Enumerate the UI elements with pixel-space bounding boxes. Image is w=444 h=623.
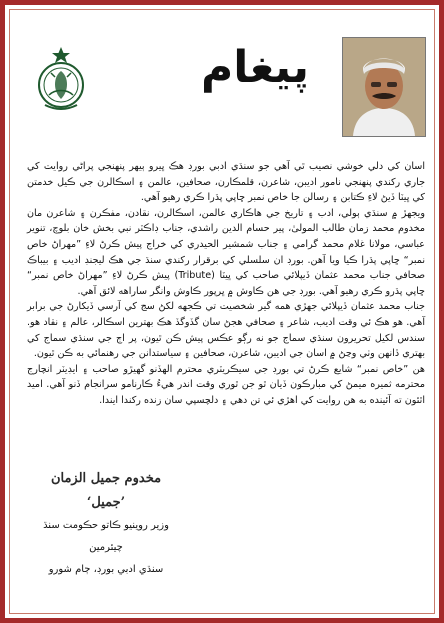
signatory-organization: سنڌي ادبي بورڊ، ڄام شورو xyxy=(48,564,164,575)
signature-block xyxy=(31,467,181,581)
message-paragraph: ويجهڙ ۾ سنڌي ٻولي، ادب ۽ تاريخ جي هاڪاري عالمن، اسڪالرن، نقادن، مفڪرن ۽ شاعرن مان مخدوم محمد زمان طالب المولىٰ، پير حسام الدين راشدي، جناب ڊاڪٽر نبي بخش خان بلوچ، تنوير عباسي، مولانا غلام محمد گرامي ۽ جناب شمشير الحيدري کي خراج پيش ڪرڻ لاءِ ”مهراڻ خاص نمبر“ ڇاپي پڌرا ڪيا ويا آهن. بورڊ ان سلسلي کي برقرار رکندي سنڌ جي هڪ ليجنڊ اديب ۽ بيباڪ صحافي جناب محمد عثمان ڏيپلائي صاحب کي ڀيٽا (Tribute) پيش ڪرڻ لاءِ ”مهراڻ خاص نمبر“ ڇاپي پڌرو ڪري رهيو آهي. بورڊ جي هن ڪاوش ۾ ڀرپور ڪاوش وانگر ساراهه لائق آهي. xyxy=(27,207,425,297)
page-title: پيغام xyxy=(200,42,310,93)
signatory-title: وزير روينيو ڪاتو حڪومت سنڌ xyxy=(43,520,169,531)
message-paragraph: اسان کي دلي خوشي نصيب ٿي آهي جو سنڌي ادبي بورڊ هڪ ڀيرو ٻيهر پنهنجي پراڻي روايت کي جاري رکندي پنهنجي نامور اديبن، شاعرن، قلمڪارن، صحافين، عالمن ۽ اسڪالرن جي ڪيل خدمتن کي ڀيٽا ڏيڻ لاءِ ڪتابن ۽ رسالن جا خاص نمبر ڇاپي پڌرا ڪري رهيو آهي. xyxy=(27,161,425,204)
portrait-photo xyxy=(342,37,426,137)
sindh-government-emblem-icon xyxy=(29,43,93,115)
signatory-role: چيئرمين xyxy=(89,542,123,553)
message-body xyxy=(27,159,425,409)
message-paragraph: جناب محمد عثمان ڏيپلائي جهڙي همه گير شخصيت تي ڪجهه لکڻ سج کي آرسي ڏيکارڻ جي برابر آهي. هو هڪ ئي وقت اديب، شاعر ۽ صحافي هجڻ سان گڏوگڏ هڪ بهترين اسڪالر، عالم ۽ نقاد هو. سندس لکيل تحريرون سنڌي سماج جو نه رڳو عڪس پيش ڪن ٿيون، پر اڄ جي سنڌي سماج کي بهتري ڏانهن وٺي وڃڻ ۾ اسان جي اديبن، شاعرن، صحافين ۽ سياستدانن جي رهنمائي به ڪن ٿيون. xyxy=(27,301,425,360)
signatory-name: مخدوم جميل الزمان ’جميل‘ xyxy=(50,471,162,510)
message-paragraph: هن ”خاص نمبر“ شايع ڪرڻ تي بورڊ جي سيڪريٽري محترم الهڏنو گهيڙو صاحب ۽ ايڊيٽر انچارج محترمه ثميره ميمڻ کي مبارڪون ڏيان ٿو جن ٿوري وقت اندر هيءُ ڪارنامو سرانجام ڏنو آهي. اميد اٿئون ته آئينده به هن روايت کي اهڙي ئي تن دهي ۽ دلچسپي سان زنده رکندا ايندا. xyxy=(27,363,425,406)
